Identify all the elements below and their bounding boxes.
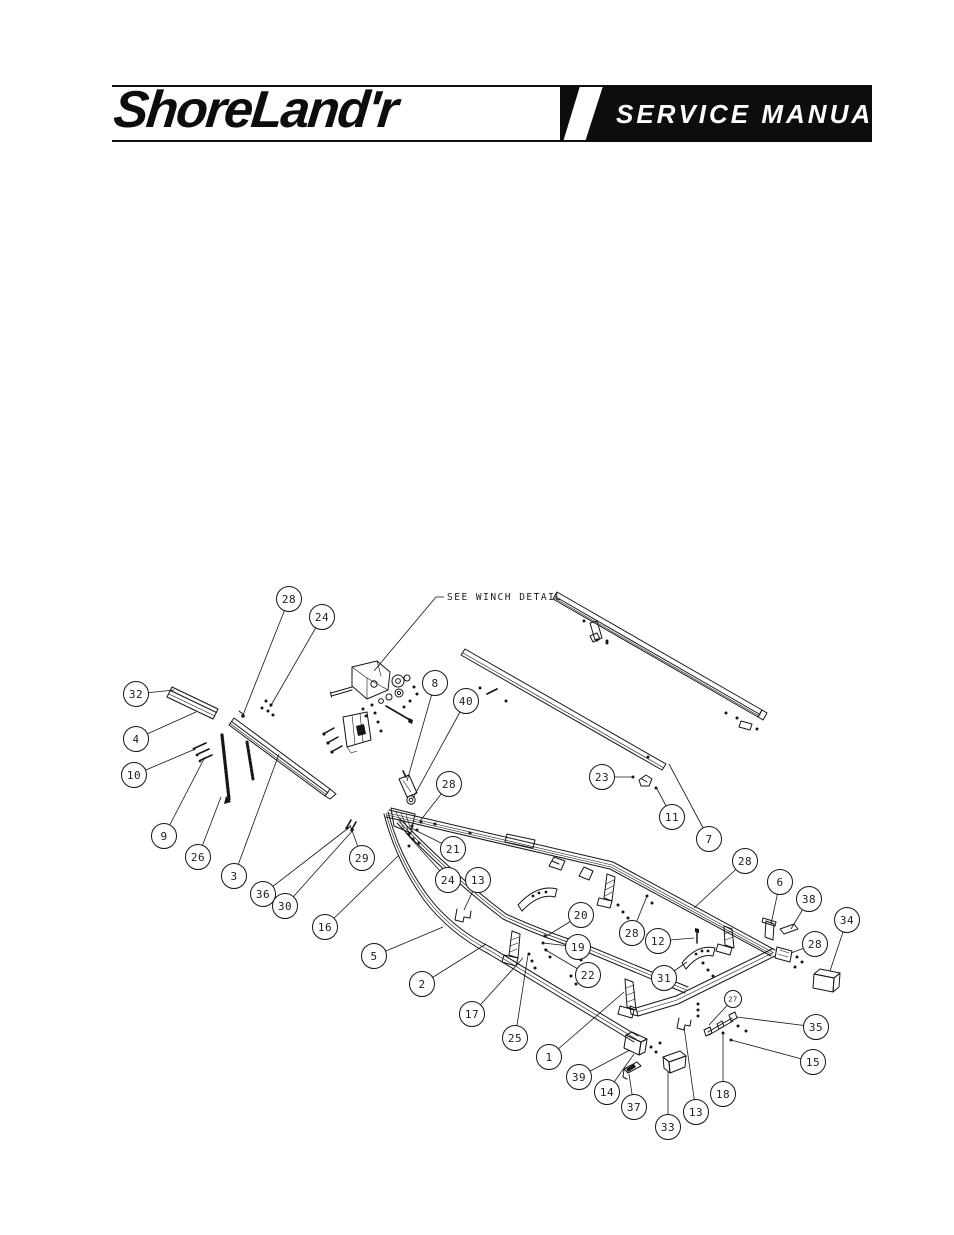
balloon-number: 13	[688, 1105, 704, 1119]
banner-title: SERVICE MANUAL	[616, 99, 893, 129]
balloon-number: 8	[431, 676, 439, 690]
winch-post-bracket	[167, 687, 218, 719]
corner-bracket	[775, 947, 792, 962]
balloon-number: 12	[650, 934, 666, 948]
balloon-number: 7	[705, 832, 713, 846]
balloon-number: 5	[370, 949, 378, 963]
balloon-number: 15	[805, 1055, 821, 1069]
balloon-number: 14	[599, 1085, 615, 1099]
winch-pins	[325, 728, 342, 751]
leader-line	[234, 754, 279, 876]
balloon-number: 25	[507, 1031, 523, 1045]
brand-logo: ShoreLand'r	[110, 81, 400, 139]
balloon-number: 24	[440, 873, 456, 887]
upright-brackets	[502, 874, 734, 1018]
balloon-number: 28	[807, 937, 823, 951]
balloon-number: 36	[255, 887, 271, 901]
balloon-number: 34	[839, 913, 855, 927]
license-bracket	[708, 1018, 732, 1032]
balloon-number: 31	[656, 971, 672, 985]
balloon-number: 27	[728, 995, 738, 1004]
wedge-plate	[780, 924, 798, 934]
balloon-number: 32	[128, 687, 144, 701]
pad-block	[813, 974, 834, 992]
balloon-number: 20	[573, 908, 589, 922]
balloon-number: 30	[277, 899, 293, 913]
winch-detail-label: SEE WINCH DETAIL	[447, 592, 563, 603]
mounting-pins	[195, 743, 212, 760]
balloon-number: 18	[715, 1087, 731, 1101]
serrated-strips	[222, 735, 253, 804]
bunk-clip	[639, 775, 652, 786]
leader-line	[407, 683, 435, 781]
keel-plate	[518, 888, 557, 911]
balloon-number: 2	[418, 977, 426, 991]
balloon-number: 39	[571, 1070, 587, 1084]
balloon-number: 4	[132, 732, 140, 746]
u-clip	[455, 909, 471, 922]
balloon-number: 28	[624, 926, 640, 940]
balloon-number: 21	[445, 842, 461, 856]
balloon-number: 19	[570, 940, 586, 954]
leader-line	[270, 617, 322, 707]
balloon-number: 37	[626, 1100, 642, 1114]
winch-bolt	[386, 706, 410, 720]
balloon-number: 9	[160, 829, 168, 843]
bunk-rail-top	[553, 592, 767, 730]
balloon-number: 3	[230, 869, 238, 883]
balloon-number: 6	[776, 875, 784, 889]
balloon-number: 29	[354, 851, 370, 865]
balloon-number: 35	[808, 1020, 824, 1034]
balloon-number: 11	[664, 810, 680, 824]
winch-post	[229, 711, 336, 799]
part-number-balloons	[122, 587, 860, 1140]
balloon-number: 13	[470, 873, 486, 887]
balloon-number: 22	[580, 968, 596, 982]
balloon-number: 24	[314, 610, 330, 624]
bunk-rail-second	[458, 633, 666, 786]
balloon-number: 17	[464, 1007, 480, 1021]
balloon-number: 1	[545, 1050, 553, 1064]
balloon-number: 16	[317, 920, 333, 934]
balloon-number: 28	[281, 592, 297, 606]
leader-line	[549, 992, 624, 1057]
leader-line	[164, 757, 205, 836]
balloon-number: 23	[594, 770, 610, 784]
balloon-number: 28	[441, 777, 457, 791]
winch-post-cap	[399, 771, 417, 804]
diagram-line-art	[167, 592, 840, 1079]
balloon-number: 38	[801, 892, 817, 906]
leader-line	[243, 599, 289, 715]
balloon-number: 26	[190, 850, 206, 864]
keel-plate	[682, 947, 715, 969]
leader-line	[285, 829, 354, 906]
balloon-number: 10	[126, 768, 142, 782]
winch-assembly	[325, 661, 413, 753]
winch-detail-leader	[374, 597, 444, 671]
balloon-number: 28	[737, 854, 753, 868]
balloon-number: 33	[660, 1120, 676, 1134]
leader-line	[263, 826, 351, 894]
balloon-number: 40	[458, 694, 474, 708]
